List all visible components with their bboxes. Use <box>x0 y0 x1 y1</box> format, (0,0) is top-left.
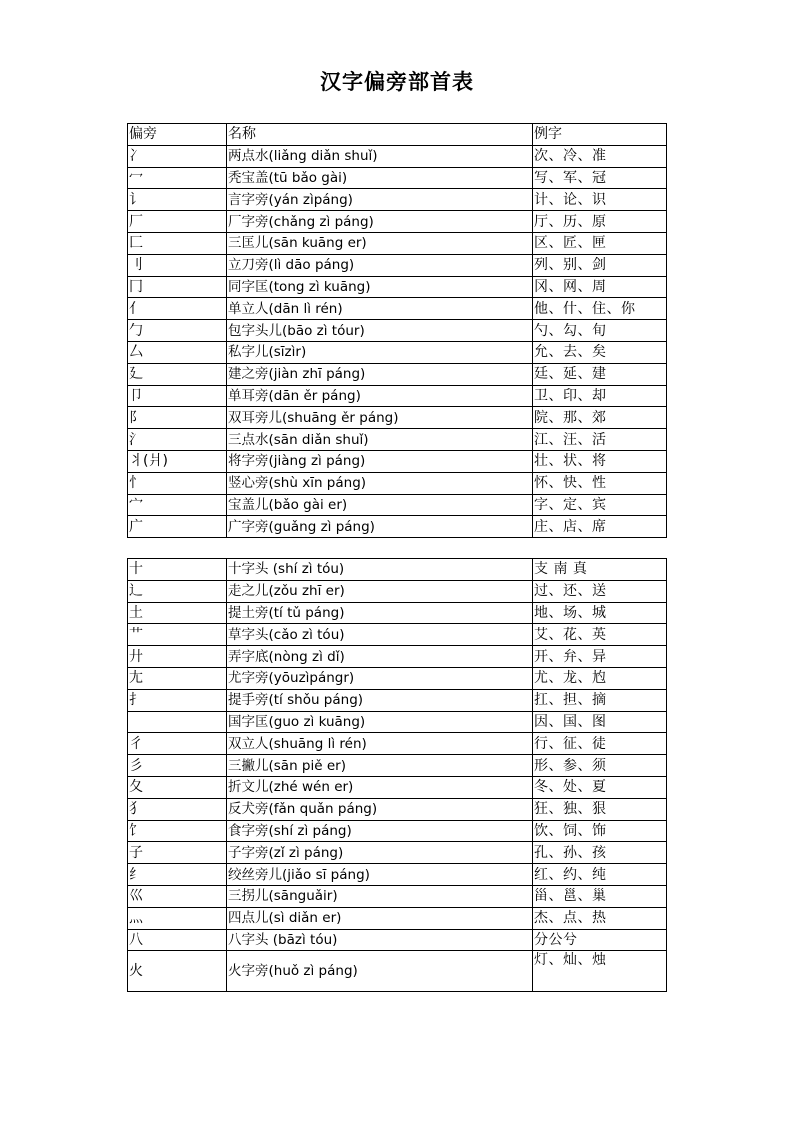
table-row <box>128 494 667 516</box>
table-row <box>128 842 667 864</box>
radical-cell: 丬(爿) <box>128 450 227 472</box>
radical-cell <box>128 711 227 733</box>
name-cell: 双耳旁儿(shuāng ěr páng) <box>227 407 533 429</box>
radical-cell: 辶 <box>128 580 227 602</box>
examples-cell: 孔、孙、孩 <box>533 842 667 864</box>
examples-cell: 厅、历、原 <box>533 211 667 233</box>
radical-cell: 氵 <box>128 429 227 451</box>
name-cell: 建之旁(jiàn zhī páng) <box>227 363 533 385</box>
name-cell: 私字儿(sīzìr) <box>227 341 533 363</box>
table-row <box>128 580 667 602</box>
table-row <box>128 145 667 167</box>
name-cell: 两点水(liǎng diǎn shuǐ) <box>227 145 533 167</box>
table-row <box>128 407 667 429</box>
radical-cell: 讠 <box>128 189 227 211</box>
name-cell: 提手旁(tí shǒu páng) <box>227 689 533 711</box>
table-row <box>128 189 667 211</box>
examples-cell: 壮、状、将 <box>533 450 667 472</box>
radical-cell: 艹 <box>128 624 227 646</box>
examples-cell: 字、定、宾 <box>533 494 667 516</box>
examples-cell: 因、国、图 <box>533 711 667 733</box>
examples-cell: 支 南 真 <box>533 559 667 581</box>
name-cell: 单耳旁(dān ěr páng) <box>227 385 533 407</box>
name-cell: 火字旁(huǒ zì páng) <box>227 951 533 992</box>
table-row <box>128 363 667 385</box>
name-cell: 三拐儿(sānguǎir) <box>227 885 533 907</box>
table-row <box>128 907 667 929</box>
table-row <box>128 733 667 755</box>
name-cell: 广字旁(guǎng zì páng) <box>227 516 533 538</box>
radical-cell: 刂 <box>128 254 227 276</box>
radical-cell: 宀 <box>128 494 227 516</box>
table-row <box>128 820 667 842</box>
table-row <box>128 254 667 276</box>
name-cell: 竖心旁(shù xīn páng) <box>227 472 533 494</box>
radical-cell: 忄 <box>128 472 227 494</box>
name-cell: 三匡儿(sān kuāng er) <box>227 232 533 254</box>
radical-cell: 勹 <box>128 320 227 342</box>
name-cell: 反犬旁(fǎn quǎn páng) <box>227 798 533 820</box>
table-row <box>128 298 667 320</box>
examples-cell: 开、弁、异 <box>533 646 667 668</box>
examples-cell: 过、还、送 <box>533 580 667 602</box>
table-row <box>128 689 667 711</box>
name-cell: 三点水(sān diǎn shuǐ) <box>227 429 533 451</box>
table-row <box>128 341 667 363</box>
examples-cell: 狂、独、狠 <box>533 798 667 820</box>
header-examples: 例字 <box>533 124 667 146</box>
name-cell: 单立人(dān lì rén) <box>227 298 533 320</box>
examples-cell: 勺、勾、旬 <box>533 320 667 342</box>
table-row <box>128 385 667 407</box>
radical-cell: 土 <box>128 602 227 624</box>
table-row <box>128 646 667 668</box>
radical-cell: 八 <box>128 929 227 951</box>
header-name: 名称 <box>227 124 533 146</box>
examples-cell: 尤、龙、尥 <box>533 667 667 689</box>
examples-cell: 卫、印、却 <box>533 385 667 407</box>
table-row <box>128 167 667 189</box>
table-row <box>128 951 667 992</box>
examples-cell: 扛、担、摘 <box>533 689 667 711</box>
table-row <box>128 864 667 886</box>
table-row <box>128 232 667 254</box>
table-row <box>128 885 667 907</box>
examples-cell: 怀、快、性 <box>533 472 667 494</box>
radical-cell: 匚 <box>128 232 227 254</box>
examples-cell: 行、征、徒 <box>533 733 667 755</box>
radical-cell: 廾 <box>128 646 227 668</box>
examples-cell: 庄、店、席 <box>533 516 667 538</box>
name-cell: 绞丝旁儿(jiǎo sī páng) <box>227 864 533 886</box>
radical-cell: 厂 <box>128 211 227 233</box>
table-row <box>128 929 667 951</box>
name-cell: 尤字旁(yōuzìpángr) <box>227 667 533 689</box>
radical-cell: 火 <box>128 951 227 992</box>
examples-cell: 他、什、住、你 <box>533 298 667 320</box>
name-cell: 言字旁(yán zìpáng) <box>227 189 533 211</box>
radical-cell: 彡 <box>128 755 227 777</box>
radical-cell: 冖 <box>128 167 227 189</box>
name-cell: 将字旁(jiàng zì páng) <box>227 450 533 472</box>
table-row <box>128 624 667 646</box>
name-cell: 折文儿(zhé wén er) <box>227 776 533 798</box>
radical-cell: 扌 <box>128 689 227 711</box>
name-cell: 提土旁(tí tǔ páng) <box>227 602 533 624</box>
name-cell: 草字头(cǎo zì tóu) <box>227 624 533 646</box>
table-row <box>128 276 667 298</box>
examples-cell: 冈、网、周 <box>533 276 667 298</box>
examples-cell: 灯、灿、烛 <box>533 951 667 992</box>
radical-cell: 犭 <box>128 798 227 820</box>
examples-cell: 次、冷、准 <box>533 145 667 167</box>
name-cell: 十字头 (shí zì tóu) <box>227 559 533 581</box>
radical-cell: 亻 <box>128 298 227 320</box>
examples-cell: 计、论、识 <box>533 189 667 211</box>
name-cell: 三撇儿(sān piě er) <box>227 755 533 777</box>
table-row <box>128 798 667 820</box>
page-title: 汉字偏旁部首表 <box>320 70 474 94</box>
radical-cell: 彳 <box>128 733 227 755</box>
examples-cell: 列、别、剑 <box>533 254 667 276</box>
header-radical: 偏旁 <box>128 124 227 146</box>
table-row <box>128 559 667 581</box>
radical-cell: 巛 <box>128 885 227 907</box>
table-row <box>128 667 667 689</box>
table-row <box>128 211 667 233</box>
radical-cell: 厶 <box>128 341 227 363</box>
radical-cell: 尢 <box>128 667 227 689</box>
examples-cell: 红、约、纯 <box>533 864 667 886</box>
name-cell: 走之儿(zǒu zhī er) <box>227 580 533 602</box>
radical-cell: 广 <box>128 516 227 538</box>
table-row <box>128 755 667 777</box>
radical-cell: 廴 <box>128 363 227 385</box>
radical-cell: 十 <box>128 559 227 581</box>
name-cell: 厂字旁(chǎng zì páng) <box>227 211 533 233</box>
table-row <box>128 602 667 624</box>
radical-cell: 纟 <box>128 864 227 886</box>
table-row <box>128 450 667 472</box>
radicals-table-1 <box>127 123 667 538</box>
examples-cell: 艾、花、英 <box>533 624 667 646</box>
examples-cell: 廷、延、建 <box>533 363 667 385</box>
examples-cell: 地、场、城 <box>533 602 667 624</box>
table-row <box>128 711 667 733</box>
name-cell: 四点儿(sì diǎn er) <box>227 907 533 929</box>
name-cell: 包字头儿(bāo zì tóur) <box>227 320 533 342</box>
examples-cell: 江、汪、活 <box>533 429 667 451</box>
table-row <box>128 320 667 342</box>
name-cell: 同字匡(tong zì kuāng) <box>227 276 533 298</box>
examples-cell: 区、匠、匣 <box>533 232 667 254</box>
examples-cell: 形、参、须 <box>533 755 667 777</box>
radical-cell: 阝 <box>128 407 227 429</box>
examples-cell: 饮、饲、饰 <box>533 820 667 842</box>
examples-cell: 写、军、冠 <box>533 167 667 189</box>
examples-cell: 院、那、郊 <box>533 407 667 429</box>
radical-cell: 卩 <box>128 385 227 407</box>
examples-cell: 分公兮 <box>533 929 667 951</box>
radical-cell: 夂 <box>128 776 227 798</box>
radical-cell: 灬 <box>128 907 227 929</box>
table-row <box>128 516 667 538</box>
name-cell: 秃宝盖(tū bǎo gài) <box>227 167 533 189</box>
name-cell: 八字头 (bāzì tóu) <box>227 929 533 951</box>
name-cell: 宝盖儿(bǎo gài er) <box>227 494 533 516</box>
radical-cell: 冫 <box>128 145 227 167</box>
name-cell: 食字旁(shí zì páng) <box>227 820 533 842</box>
radical-cell: 子 <box>128 842 227 864</box>
table-row <box>128 429 667 451</box>
radical-cell: 冂 <box>128 276 227 298</box>
examples-cell: 甾、邕、巢 <box>533 885 667 907</box>
name-cell: 双立人(shuāng lì rén) <box>227 733 533 755</box>
radicals-table-2 <box>127 558 667 992</box>
table-header-row <box>128 124 667 146</box>
examples-cell: 杰、点、热 <box>533 907 667 929</box>
table-row <box>128 776 667 798</box>
name-cell: 立刀旁(lì dāo páng) <box>227 254 533 276</box>
name-cell: 国字匡(guo zì kuāng) <box>227 711 533 733</box>
table-row <box>128 472 667 494</box>
radical-cell: 饣 <box>128 820 227 842</box>
examples-cell: 冬、处、夏 <box>533 776 667 798</box>
examples-cell: 允、去、矣 <box>533 341 667 363</box>
name-cell: 子字旁(zǐ zì páng) <box>227 842 533 864</box>
name-cell: 弄字底(nòng zì dǐ) <box>227 646 533 668</box>
